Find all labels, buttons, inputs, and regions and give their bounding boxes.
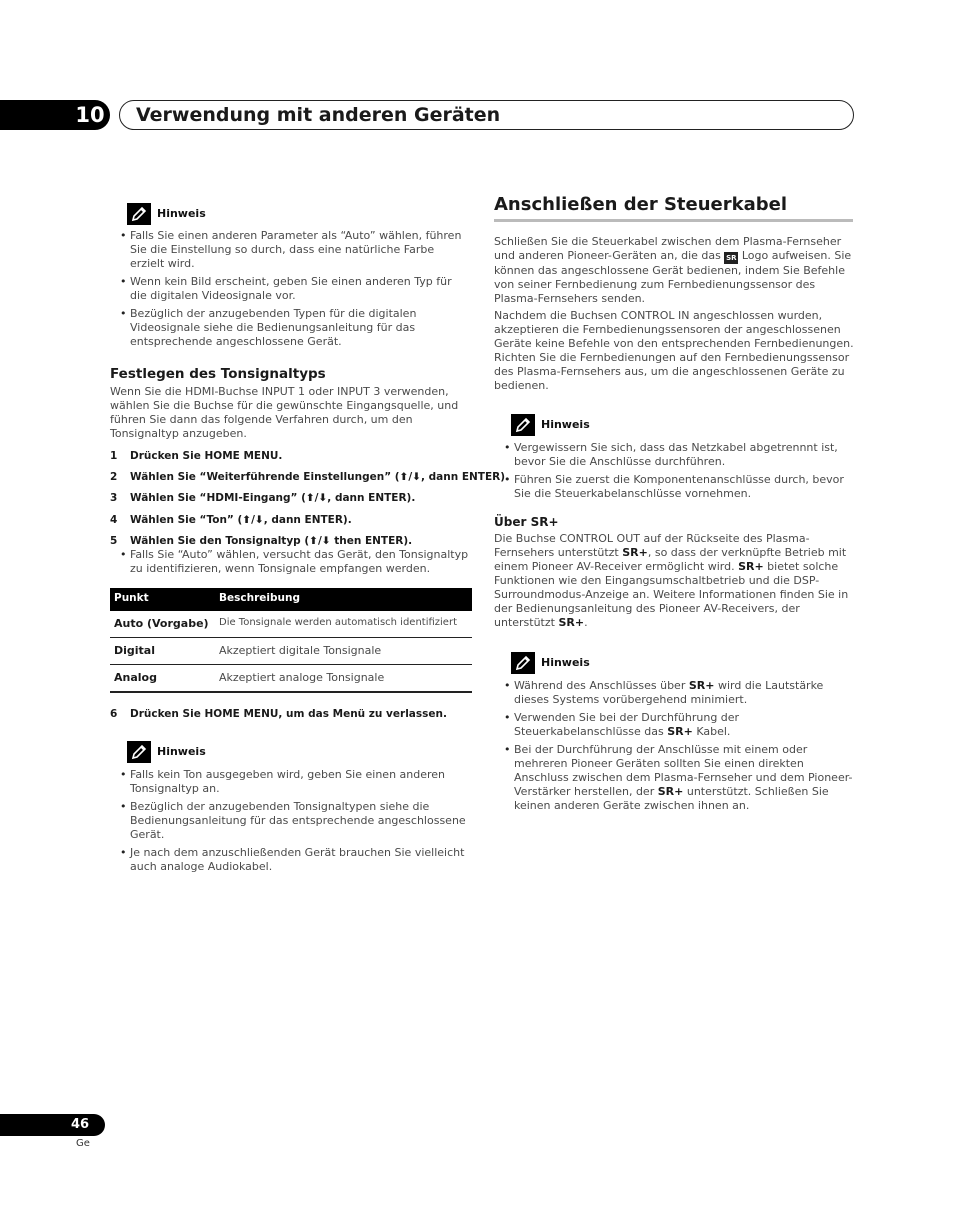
table-row (110, 611, 472, 638)
note-list (504, 441, 854, 505)
table-cell: Akzeptiert analoge Tonsignale (219, 671, 385, 684)
list-item: • Je nach dem anzuschließenden Gerät brauchen Sie vielleicht auch analoge Audiokabel. (120, 846, 470, 874)
step-2: 2 Wählen Sie “Weiterführende Einstellungen” (⬆/⬇, dann ENTER). (110, 471, 509, 483)
pencil-note-icon (511, 414, 535, 436)
list-item: • Vergewissern Sie sich, dass das Netzkabel abgetrennnt ist, bevor Sie die Anschlüsse durchführen. (504, 441, 854, 469)
list-item: • Falls Sie einen anderen Parameter als “Auto” wählen, führen Sie die Einstellung so durch, dass eine natürliche Farbe erzielt wird. (120, 229, 470, 271)
intro-paragraph: Wenn Sie die HDMI-Buchse INPUT 1 oder INPUT 3 verwenden, wählen Sie die Buchse für die gewünschte Eingangsquelle, und führen Sie dann das folgende Verfahren durch, um den Tonsignaltyp anzugeben. (110, 385, 459, 440)
list-item: • Verwenden Sie bei der Durchführung der Steuerkabelanschlüsse das SR+ Kabel. (504, 711, 854, 739)
paragraph: Nachdem die Buchsen CONTROL IN angeschlossen wurden, akzeptieren die Fernbedienungssensoren der angeschlossenen Geräte keine Befehle von den entsprechenden Fernbedienungen. Richten Sie die Fernbedienungen auf den Fernbedienungssensor des Plasma-Fernsehers aus, um die angeschlossenen Geräte zu bedienen. (494, 309, 854, 392)
subsection-heading: Über SR+ (494, 515, 559, 529)
step-1: 1 Drücken Sie HOME MENU. (110, 450, 283, 462)
note-label: Hinweis (541, 656, 590, 669)
list-item: • Bezüglich der anzugebenden Tonsignaltypen siehe die Bedienungsanleitung für das entsprechende angeschlossene Gerät. (120, 800, 470, 842)
tonsignal-table (110, 588, 472, 693)
language-code: Ge (76, 1138, 90, 1149)
section-heading: Anschließen der Steuerkabel (494, 194, 788, 215)
table-cell: Analog (114, 671, 157, 684)
paragraph: Die Buchse CONTROL OUT auf der Rückseite des Plasma-Fernsehers unterstützt SR+, so dass der verknüpfte Betrieb mit einem Pioneer AV-Receiver ermöglicht wird. SR+ bietet solche Funktionen wie den Eingangsumschaltbetrieb und die DSP-Surroundmodus-Anzeige an. Weitere Informationen finden Sie in der Bedienungsanleitung des Pioneer AV-Receivers, der unterstützt SR+. (494, 532, 849, 629)
sr-logo-icon: SR (726, 254, 737, 262)
chapter-number: 10 (75, 103, 105, 127)
step-5: 5 Wählen Sie den Tonsignaltyp (⬆/⬇ then ENTER). (110, 535, 413, 547)
list-item: • Führen Sie zuerst die Komponentenanschlüsse durch, bevor Sie die Steuerkabelanschlüsse vornehmen. (504, 473, 854, 501)
table-cell: Akzeptiert digitale Tonsignale (219, 644, 382, 657)
list-item: • Wenn kein Bild erscheint, geben Sie einen anderen Typ für die digitalen Videosignale vor. (120, 275, 470, 303)
list-item: • Falls kein Ton ausgegeben wird, geben Sie einen anderen Tonsignaltyp an. (120, 768, 470, 796)
table-cell: Auto (Vorgabe) (114, 617, 209, 630)
note-list (120, 229, 470, 353)
step-4: 4 Wählen Sie “Ton” (⬆/⬇, dann ENTER). (110, 514, 352, 526)
paragraph: Schließen Sie die Steuerkabel zwischen dem Plasma-Fernseher und anderen Pioneer-Geräten an, die das SR Logo aufweisen. Sie können das angeschlossene Gerät bedienen, indem Sie Befehle von seiner Fernbedienung zum Fernbedienungssensor des Plasma-Fernsehers senden. (494, 235, 852, 305)
chapter-title: Verwendung mit anderen Geräten (136, 104, 501, 126)
pencil-note-icon (511, 652, 535, 674)
table-cell: Die Tonsignale werden automatisch identifiziert (219, 617, 457, 628)
section-heading: Festlegen des Tonsignaltyps (110, 366, 326, 382)
pencil-note-icon (127, 741, 151, 763)
list-item: • Bei der Durchführung der Anschlüsse mit einem oder mehreren Pioneer Geräten sollten Sie einen direkten Anschluss zwischen dem Plasma-Fernseher und dem Pioneer-Verstärker herstellen, der SR+ unterstützt. Schließen Sie keinen anderen Geräte zwischen ihnen an. (504, 743, 854, 813)
table-row (110, 665, 472, 693)
note-list (120, 768, 470, 878)
heading-rule (494, 219, 853, 222)
list-item: • Während des Anschlüsses über SR+ wird die Lautstärke dieses Systems vorübergehend minimiert. (504, 679, 854, 707)
note-label: Hinweis (541, 418, 590, 431)
column-header: Punkt (114, 592, 149, 604)
step-5-note (120, 548, 472, 580)
table-cell: Digital (114, 644, 155, 657)
step-3: 3 Wählen Sie “HDMI-Eingang” (⬆/⬇, dann ENTER). (110, 492, 416, 504)
note-label: Hinweis (157, 745, 206, 758)
table-header (110, 588, 472, 611)
note-list (504, 679, 854, 817)
step-6: 6 Drücken Sie HOME MENU, um das Menü zu verlassen. (110, 708, 447, 720)
pencil-note-icon (127, 203, 151, 225)
page-number: 46 (70, 1117, 90, 1132)
list-item: • Falls Sie “Auto” wählen, versucht das Gerät, den Tonsignaltyp zu identifizieren, wenn Tonsignale empfangen werden. (120, 548, 472, 576)
table-row (110, 638, 472, 665)
note-label: Hinweis (157, 207, 206, 220)
list-item: • Bezüglich der anzugebenden Typen für die digitalen Videosignale siehe die Bedienungsanleitung für das entsprechende angeschlossene Gerät. (120, 307, 470, 349)
column-header: Beschreibung (219, 592, 300, 604)
